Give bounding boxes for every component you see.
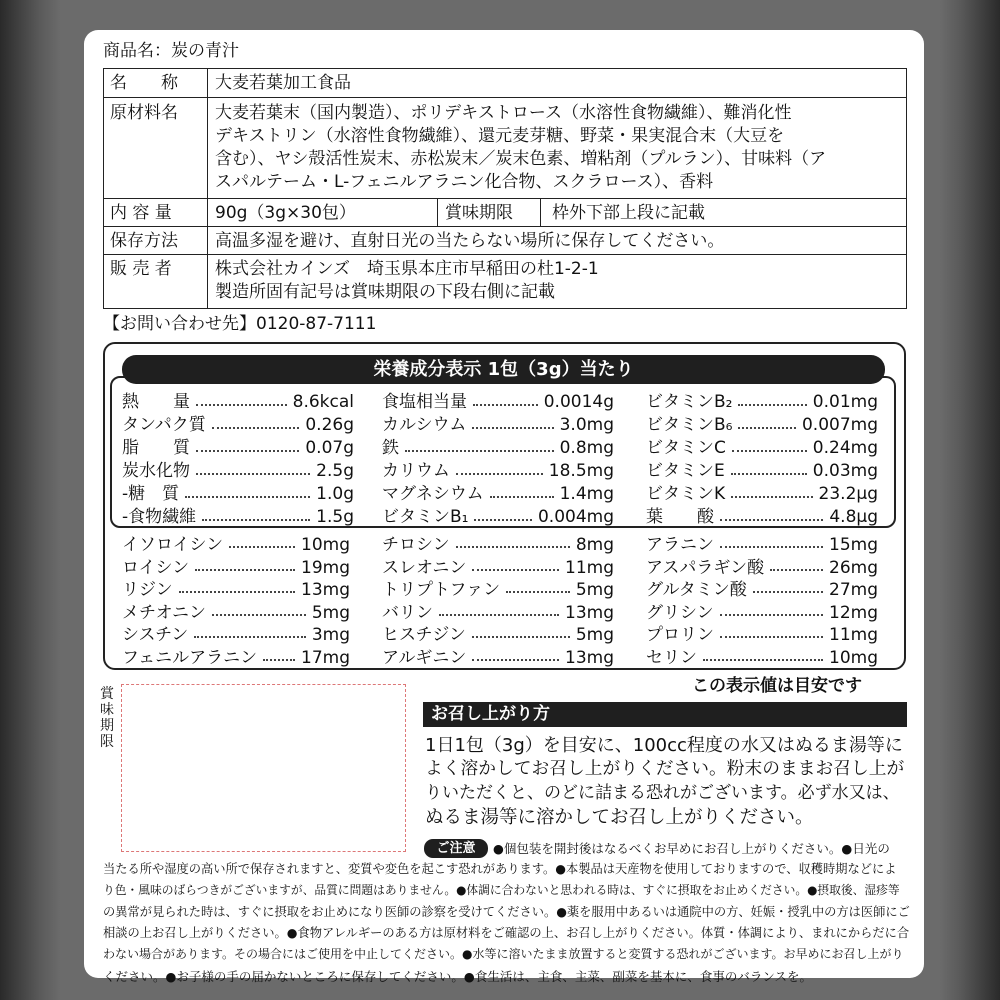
dot-leader	[212, 427, 300, 429]
nutrient-name: リジン	[122, 580, 173, 601]
nutrient-value: 13mg	[565, 602, 614, 623]
nutrient-row	[382, 483, 614, 506]
dot-leader	[738, 404, 806, 406]
nutrient-name: スレオニン	[382, 557, 467, 578]
table-row-line	[103, 254, 907, 255]
nutrient-row	[122, 624, 350, 647]
ingredients-line: 大麦若葉末（国内製造）、ポリデキストロース（水溶性食物繊維）、難消化性	[215, 103, 792, 123]
nutrient-name: -食物繊維	[122, 507, 197, 527]
dot-leader	[753, 591, 823, 593]
caution-line: の異常が見られた時は、すぐに摂取をお止めになり医師の診察を受けてください。●薬を服用中あるいは通院中の方、妊娠・授乳中の方は医師にご	[103, 904, 910, 919]
dot-leader	[229, 546, 295, 548]
dot-leader	[703, 659, 823, 661]
nutrient-name: カルシウム	[382, 415, 467, 435]
row-label-ingredients: 原材料名	[110, 103, 178, 123]
nutrient-value: 2.5g	[316, 461, 354, 481]
nutrient-value: 0.03mg	[812, 461, 878, 481]
nutrient-name: シスチン	[122, 625, 189, 646]
howto-line: よく溶かしてお召し上がりください。粉末のままお召し上が	[425, 759, 905, 779]
nutrient-name: 炭水化物	[122, 461, 190, 481]
dot-leader	[472, 636, 570, 638]
ingredients-line: デキストリン（水溶性食物繊維）、還元麦芽糖、野菜・果実混合末（大豆を	[215, 126, 785, 146]
nutrient-name: グルタミン酸	[646, 580, 747, 601]
nutrient-name: カリウム	[382, 461, 450, 481]
dot-leader	[720, 614, 823, 616]
nutrient-name: アラニン	[646, 535, 714, 555]
nutrient-name: ビタミンC	[646, 438, 726, 458]
nutrient-row	[646, 647, 878, 670]
nutrient-name: ビタミンK	[646, 484, 726, 504]
nutrient-row	[382, 534, 614, 557]
nutrient-value: 18.5mg	[548, 461, 614, 481]
nutrient-name: ビタミンB₁	[382, 507, 469, 527]
dot-leader	[738, 427, 795, 429]
dot-leader	[720, 546, 823, 548]
row-label-name: 名 称	[110, 73, 178, 93]
nutrient-value: 17mg	[301, 648, 350, 668]
nutrient-name: 脂 質	[122, 438, 190, 458]
nutrient-name: プロリン	[646, 625, 714, 646]
nutrient-value: 1.5g	[316, 507, 354, 527]
table-row-line	[103, 226, 907, 227]
nutrient-name: メチオニン	[122, 602, 206, 623]
nutrient-value: 10mg	[829, 648, 878, 668]
nutrient-value: 15mg	[829, 535, 878, 555]
dot-leader	[202, 519, 310, 521]
nutrient-value: 3mg	[311, 625, 350, 646]
nutrient-row	[382, 624, 614, 647]
expiry-label: 賞味期限	[100, 686, 114, 750]
estimate-note: この表示値は目安です	[692, 676, 862, 696]
nutrient-row	[122, 579, 350, 602]
nutrient-name: フェニルアラニン	[122, 648, 258, 668]
nutrient-value: 8mg	[575, 535, 614, 555]
nutrient-name: 鉄	[382, 438, 399, 458]
nutrient-row	[646, 391, 878, 414]
nutrient-name: トリプトファン	[382, 580, 501, 601]
dot-leader	[472, 659, 559, 661]
dot-leader	[405, 450, 554, 452]
nutrient-row	[122, 460, 354, 483]
dot-leader	[196, 450, 299, 452]
nutrient-value: 5mg	[575, 580, 614, 601]
dot-leader	[731, 496, 812, 498]
dot-leader	[506, 591, 570, 593]
nutrient-name: グリシン	[646, 602, 714, 623]
nutrient-name: ビタミンE	[646, 461, 725, 481]
nutrient-value: 5mg	[575, 625, 614, 646]
nutrient-row	[122, 391, 354, 414]
expiry-stamp-area	[121, 684, 406, 852]
nutrient-row	[122, 483, 354, 506]
dot-leader	[456, 546, 570, 548]
nutrient-value: 0.8mg	[559, 438, 614, 458]
nutrient-row	[382, 557, 614, 580]
nutrient-value: 8.6kcal	[292, 392, 354, 412]
nutrient-value: 19mg	[301, 557, 350, 578]
dot-leader	[194, 636, 306, 638]
nutrient-value: 27mg	[829, 580, 878, 601]
row-value-storage: 高温多湿を避け、直射日光の当たらない場所に保存してください。	[215, 231, 725, 251]
nutrient-name: -糖 質	[122, 484, 180, 504]
row-value-content: 90g（3g×30包）	[215, 203, 356, 223]
dot-leader	[490, 496, 554, 498]
nutrient-name: セリン	[646, 648, 697, 668]
nutrient-value: 23.2μg	[818, 484, 878, 504]
dot-leader	[770, 569, 823, 571]
nutrient-value: 1.4mg	[559, 484, 614, 504]
nutrient-value: 1.0g	[316, 484, 354, 504]
nutrient-name: ロイシン	[122, 557, 190, 578]
nutrient-row	[646, 624, 878, 647]
caution-title: ご注意	[424, 839, 488, 858]
nutrient-row	[382, 506, 614, 529]
dot-leader	[263, 659, 295, 661]
table-divider	[437, 198, 438, 226]
dot-leader	[472, 427, 553, 429]
row-value-expiry: 枠外下部上段に記載	[552, 203, 705, 223]
nutrient-value: 0.0014g	[543, 392, 614, 412]
nutrient-value: 0.07g	[305, 438, 354, 458]
nutrient-value: 13mg	[565, 648, 614, 668]
caution-line: 当たる所や湿度の高い所で保存されますと、変質や変色を起こす恐れがあります。●本製品は天産物を使用しておりますので、収穫時期などによ	[103, 862, 897, 876]
nutrient-row	[382, 602, 614, 625]
row-label-expiry: 賞味期限	[445, 203, 513, 223]
dot-leader	[439, 614, 559, 616]
nutrient-row	[382, 391, 614, 414]
nutrient-row	[122, 557, 350, 580]
dot-leader	[720, 519, 823, 521]
row-label-content: 内 容 量	[110, 203, 172, 223]
nutrient-row	[646, 557, 878, 580]
dot-leader	[731, 473, 807, 475]
dot-leader	[196, 473, 310, 475]
dot-leader	[473, 404, 538, 406]
nutrient-row	[122, 437, 354, 460]
nutrient-value: 0.007mg	[801, 415, 878, 435]
nutrient-name: ビタミンB₂	[646, 392, 733, 412]
nutrient-name: 熱 量	[122, 392, 190, 412]
nutrient-row	[122, 506, 354, 529]
ingredients-line: 含む）、ヤシ殻活性炭末、赤松炭末／炭末色素、増粘剤（プルラン）、甘味料（ア	[215, 149, 827, 169]
nutrient-value: 12mg	[829, 602, 878, 623]
nutrient-row	[122, 647, 350, 670]
nutrient-name: ビタミンB₆	[646, 415, 733, 435]
dot-leader	[195, 569, 295, 571]
nutrient-row	[646, 579, 878, 602]
howto-title: お召し上がり方	[423, 702, 907, 727]
nutrient-name: イソロイシン	[122, 535, 224, 555]
nutrient-name: アルギニン	[382, 648, 467, 668]
dot-leader	[720, 636, 823, 638]
nutrient-row	[646, 483, 878, 506]
nutrient-value: 11mg	[829, 625, 878, 646]
ingredients-line: スパルテーム・L-フェニルアラニン化合物、スクラロース）、香料	[215, 172, 714, 192]
nutrient-name: マグネシウム	[382, 484, 484, 504]
nutrient-value: 5mg	[311, 602, 350, 623]
caution-line: わない場合があります。その場合にはご使用を中止してください。●水等に溶いたまま放置すると変質する恐れがございます。お早めにお召し上がり	[103, 947, 904, 962]
row-label-seller: 販 売 者	[110, 259, 172, 279]
nutrient-value: 13mg	[301, 580, 350, 601]
dot-leader	[212, 614, 306, 616]
nutrient-row	[646, 506, 878, 529]
nutrient-name: アスパラギン酸	[646, 557, 765, 578]
howto-line: ぬるま湯等に溶かしてお召し上がりください。	[425, 807, 814, 828]
row-label-storage: 保存方法	[110, 231, 178, 251]
row-value-name: 大麦若葉加工食品	[215, 73, 351, 93]
nutrient-value: 4.8μg	[829, 507, 878, 527]
nutrient-row	[122, 414, 354, 437]
nutrient-name: チロシン	[382, 535, 450, 555]
nutrient-row	[382, 579, 614, 602]
nutrient-row	[382, 437, 614, 460]
dot-leader	[472, 569, 559, 571]
nutrient-row	[122, 534, 350, 557]
seller-line: 株式会社カインズ 埼玉県本庄市早稲田の杜1-2-1	[215, 259, 599, 279]
dot-leader	[196, 404, 287, 406]
nutrient-value: 0.004mg	[537, 507, 614, 527]
nutrient-name: ヒスチジン	[382, 625, 466, 646]
nutrient-name: タンパク質	[122, 415, 206, 435]
table-row-line	[103, 198, 907, 199]
nutrient-value: 0.01mg	[812, 392, 878, 412]
dot-leader	[179, 591, 295, 593]
caution-line: り色・風味のばらつきがございますが、品質に問題はありません。●体調に合わないと思われる時は、すぐに摂取をお止めください。●摂取後、湿疹等	[103, 883, 900, 898]
dot-leader	[474, 519, 531, 521]
nutrient-row	[646, 534, 878, 557]
table-row-line	[103, 97, 907, 98]
howto-line: りいただくと、のどに詰まる恐れがございます。必ず水又は、	[425, 783, 900, 803]
howto-line: 1日1包（3g）を目安に、100cc程度の水又はぬるま湯等に	[425, 735, 903, 756]
nutrient-value: 11mg	[565, 557, 614, 578]
dot-leader	[732, 450, 807, 452]
nutrient-row	[382, 414, 614, 437]
nutrient-name: 葉 酸	[646, 507, 714, 527]
nutrient-value: 10mg	[301, 535, 350, 555]
nutrient-row	[382, 460, 614, 483]
nutrient-value: 26mg	[829, 557, 878, 578]
nutrient-row	[382, 647, 614, 670]
nutrient-row	[646, 414, 878, 437]
nutrient-value: 3.0mg	[559, 415, 614, 435]
caution-line: 相談の上お召し上がりください。●食物アレルギーのある方は原材料をご確認の上、お召し上がりください。体質・体調により、まれにからだに合	[103, 925, 910, 940]
contact-line: 【お問い合わせ先】0120-87-7111	[103, 314, 377, 334]
nutrient-row	[646, 437, 878, 460]
nutrient-name: バリン	[382, 602, 433, 623]
nutrient-name: 食塩相当量	[382, 392, 467, 412]
nutrient-value: 0.26g	[305, 415, 354, 435]
seller-line: 製造所固有記号は賞味期限の下段右側に記載	[215, 282, 555, 302]
dot-leader	[456, 473, 543, 475]
nutrition-header: 栄養成分表示 1包（3g）当たり	[122, 355, 885, 384]
table-divider	[207, 68, 208, 309]
dot-leader	[185, 496, 310, 498]
nutrient-row	[646, 460, 878, 483]
caution-line: ●個包装を開封後はなるべくお早めにお召し上がりください。●日光の	[493, 841, 890, 856]
nutrient-value: 0.24mg	[812, 438, 878, 458]
caution-line: ください。●お子様の手の届かないところに保存してください。●食生活は、主食、主菜、副菜を基本に、食事のバランスを。	[103, 968, 812, 984]
nutrient-row	[646, 602, 878, 625]
nutrient-row	[122, 602, 350, 625]
product-name: 商品名：炭の青汁	[103, 41, 239, 61]
table-divider	[540, 198, 541, 226]
